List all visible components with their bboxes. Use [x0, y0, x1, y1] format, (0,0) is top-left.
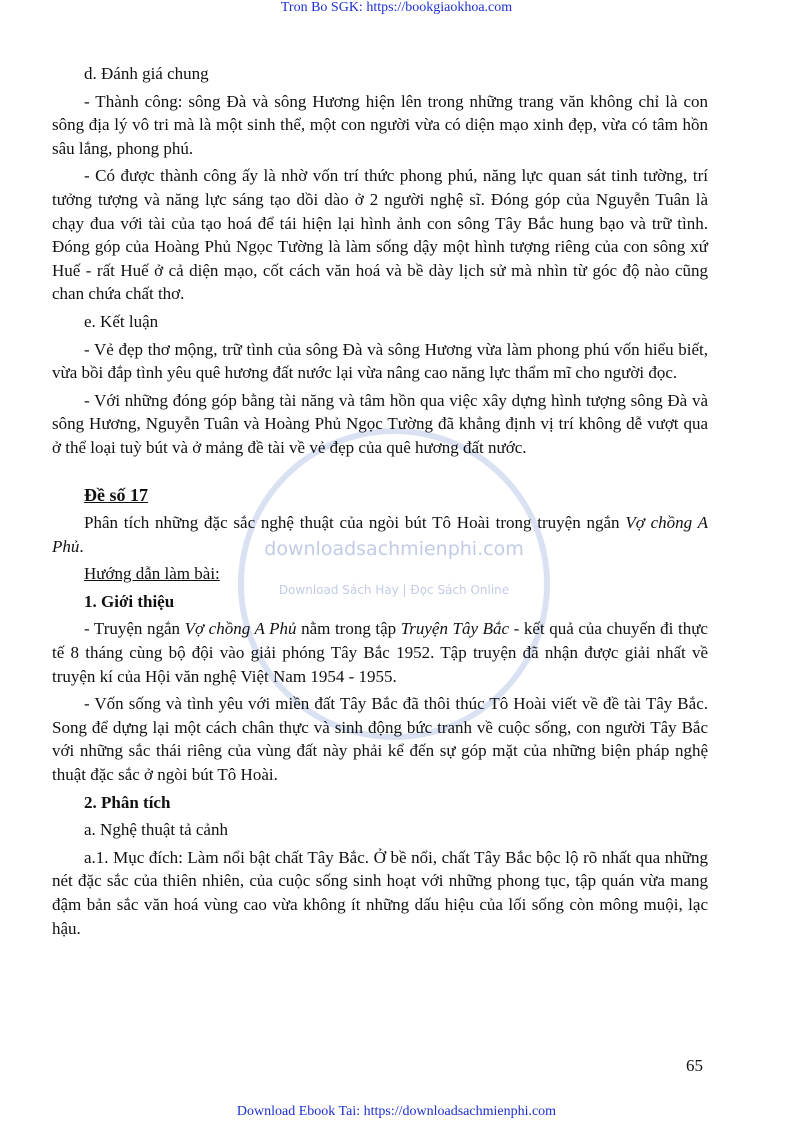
paragraph: - Thành công: sông Đà và sông Hương hiện lên trong những trang văn không chỉ là con sông địa lý vô tri mà là một sinh thể, một con người vừa có diện mạo xinh đẹp, vừa có tâm hồn sâu lắng, phong phú. — [52, 91, 708, 158]
watermark-sub-text: Download Sách Hay | Đọc Sách Online — [278, 583, 510, 597]
intro-paragraph-1 — [52, 617, 708, 688]
section-phan-tich: 2. Phân tích — [84, 792, 171, 812]
page-number: 65 — [686, 1056, 703, 1075]
paragraph: - Có được thành công ấy là nhờ vốn trí thức phong phú, năng lực quan sát tinh tường, trí tưởng tượng và năng lực sáng tạo dồi dào ở 2 người nghệ sĩ. Đóng góp của Nguyễn Tuân là chạy đua với tài của tạo hoá để tái hiện lại hình ảnh con sông Tây Bắc hung bạo và trữ tình. Đóng góp của Hoàng Phủ Ngọc Tường là làm sống dậy một hình tượng riêng của con sông xứ Huế - rất Huế ở cả diện mạo, cốt cách văn hoá và bề dày lịch sử mà nhìn từ góc độ nào cũng chan chứa chất thơ. — [52, 166, 708, 304]
paragraph-a1: a.1. Mục đích: Làm nổi bật chất Tây Bắc. Ở bề nổi, chất Tây Bắc bộc lộ rõ nhất qua những nét đặc sắc của thiên nhiên, của cuộc sống sinh hoạt với những phong tục, tập quán vừa mang đậm bản sắc văn hoá vùng cao vừa không ít những dấu hiệu của lối sống còn mông muội, lạc hậu. — [52, 847, 708, 938]
page-footer[interactable]: Download Ebook Tai: https://downloadsachmienphi.com — [236, 1104, 557, 1119]
subsection-ta-canh: a. Nghệ thuật tả cảnh — [84, 820, 228, 840]
intro-collection-title: Truyện Tây Bắc — [400, 619, 510, 639]
question-paragraph — [52, 511, 708, 558]
intro-text: - kết quả của chuyến đi thực tế 8 tháng cùng bộ đội vào giải phóng Tây Bắc 1952. Tập truyện đã nhận được giải nhất về truyện kí của Hội văn nghệ Việt Nam 1954 - 1955. — [52, 619, 708, 686]
intro-work-title: Vợ chồng A Phủ — [184, 619, 297, 639]
intro-text: nằm trong tập — [296, 619, 401, 639]
question-work-title: Vợ chồng A Phủ — [52, 513, 708, 556]
guide-label: Hướng dẫn làm bài: — [84, 564, 220, 584]
heading-danh-gia: d. Đánh giá chung — [84, 64, 209, 83]
page-content — [52, 62, 708, 944]
question-end: . — [79, 536, 84, 556]
heading-ket-luan: e. Kết luận — [84, 311, 159, 331]
question-text: Phân tích những đặc sắc nghệ thuật của ngòi bút Tô Hoài trong truyện ngắn — [84, 513, 626, 533]
de-title: Đề số 17 — [84, 484, 148, 505]
watermark-main-text: downloadsachmienphi.com — [264, 538, 524, 560]
intro-paragraph-2: - Vốn sống và tình yêu với miền đất Tây Bắc đã thôi thúc Tô Hoài viết về đề tài Tây Bắc. Song để dựng lại một cách chân thực và sinh động bức tranh về cuộc sống, con người Tây Bắc với những sắc thái riêng của vùng đất này phải kể đến sự góp mặt của những biện pháp nghệ thuật đặc sắc ở ngòi bút Tô Hoài. — [52, 694, 708, 785]
paragraph: - Với những đóng góp bằng tài năng và tâm hồn qua việc xây dựng hình tượng sông Đà và sông Hương, Nguyễn Tuân và Hoàng Phủ Ngọc Tường đã khẳng định vị trí không dễ vượt qua ở thể loại tuỳ bút và ở mảng đề tài về vẻ đẹp của quê hương đất nước. — [52, 390, 708, 457]
intro-text: - Truyện ngắn — [84, 619, 185, 639]
page-header[interactable]: Tron Bo SGK: https://bookgiaokhoa.com — [280, 0, 513, 15]
section-gioi-thieu: 1. Giới thiệu — [84, 591, 175, 611]
paragraph: - Vẻ đẹp thơ mộng, trữ tình của sông Đà và sông Hương vừa làm phong phú vốn hiểu biết, vừa bồi đắp tình yêu quê hương đất nước lại vừa nâng cao năng lực thẩm mĩ cho người đọc. — [52, 339, 708, 383]
